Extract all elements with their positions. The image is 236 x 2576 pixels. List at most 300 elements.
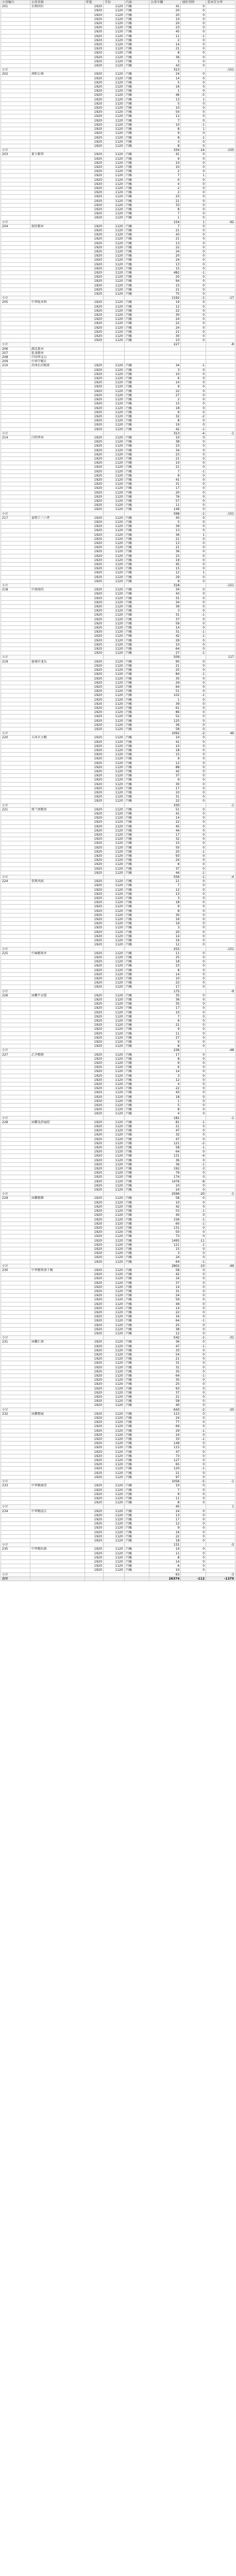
table-cell[interactable]: 董卡精事: [30, 152, 85, 157]
table-cell[interactable]: [206, 630, 235, 634]
table-cell[interactable]: 1920: [85, 1141, 104, 1145]
table-cell[interactable]: 13: [149, 541, 181, 546]
table-cell[interactable]: 0: [181, 1213, 206, 1217]
table-cell[interactable]: 1120: [104, 1065, 125, 1070]
grand-total-cell[interactable]: [124, 1577, 149, 1581]
table-cell[interactable]: [206, 1420, 235, 1425]
table-cell[interactable]: 1920: [85, 790, 104, 794]
table-cell[interactable]: 8: [149, 419, 181, 423]
table-cell[interactable]: [206, 659, 235, 664]
table-cell[interactable]: 汽橘: [124, 114, 149, 118]
subtotal-cell[interactable]: [104, 1264, 125, 1268]
subtotal-cell[interactable]: [124, 655, 149, 659]
table-cell[interactable]: 13: [149, 262, 181, 266]
table-cell[interactable]: 1920: [85, 1154, 104, 1158]
table-cell[interactable]: 汽橘: [124, 571, 149, 575]
table-cell[interactable]: [30, 1551, 85, 1555]
table-cell[interactable]: [1, 964, 30, 968]
table-cell[interactable]: [30, 930, 85, 934]
subtotal-cell[interactable]: 46: [206, 732, 235, 736]
table-cell[interactable]: [1, 423, 30, 427]
table-cell[interactable]: [206, 600, 235, 604]
table-cell[interactable]: 12: [149, 114, 181, 118]
table-cell[interactable]: 1120: [104, 448, 125, 452]
table-cell[interactable]: -1: [181, 1437, 206, 1442]
subtotal-cell[interactable]: [124, 512, 149, 516]
table-cell[interactable]: 汽橘: [124, 55, 149, 59]
table-cell[interactable]: [30, 1031, 85, 1036]
table-cell[interactable]: 1920: [85, 170, 104, 174]
subtotal-cell[interactable]: [30, 431, 85, 435]
table-cell[interactable]: 1: [149, 698, 181, 702]
table-cell[interactable]: 1120: [104, 736, 125, 740]
table-cell[interactable]: 1120: [104, 617, 125, 621]
table-cell[interactable]: [1, 212, 30, 216]
table-cell[interactable]: 1120: [104, 993, 125, 997]
table-cell[interactable]: [206, 888, 235, 892]
table-cell[interactable]: 0: [181, 101, 206, 106]
table-cell[interactable]: 36: [149, 1158, 181, 1162]
table-cell[interactable]: 1920: [85, 786, 104, 790]
table-cell[interactable]: 21: [149, 664, 181, 668]
table-cell[interactable]: 1920: [85, 304, 104, 309]
table-cell[interactable]: 1920: [85, 1006, 104, 1010]
table-cell[interactable]: 1920: [85, 922, 104, 926]
table-cell[interactable]: 汽橘: [124, 398, 149, 402]
table-cell[interactable]: 屏霸汇南: [30, 1340, 85, 1344]
table-cell[interactable]: [30, 681, 85, 685]
table-cell[interactable]: [1, 1437, 30, 1442]
table-cell[interactable]: [30, 1391, 85, 1395]
table-cell[interactable]: 1920: [85, 1357, 104, 1361]
table-cell[interactable]: 汽橘: [124, 1496, 149, 1500]
table-cell[interactable]: 汽橘: [124, 833, 149, 837]
table-cell[interactable]: 1120: [104, 960, 125, 964]
table-cell[interactable]: [206, 1006, 235, 1010]
subtotal-cell[interactable]: [104, 947, 125, 951]
subtotal-cell[interactable]: -151: [206, 68, 235, 72]
table-cell[interactable]: 0: [181, 520, 206, 524]
table-cell[interactable]: 1920: [85, 262, 104, 266]
table-cell[interactable]: 0: [181, 216, 206, 220]
table-cell[interactable]: 0: [181, 862, 206, 867]
table-cell[interactable]: 1120: [104, 727, 125, 731]
table-cell[interactable]: 0: [181, 144, 206, 148]
table-cell[interactable]: 1920: [85, 490, 104, 495]
table-cell[interactable]: [30, 47, 85, 51]
table-cell[interactable]: 16: [149, 1277, 181, 1281]
table-cell[interactable]: 汽橘: [124, 34, 149, 38]
table-cell[interactable]: [206, 140, 235, 144]
table-cell[interactable]: [206, 1095, 235, 1099]
table-cell[interactable]: 35: [149, 993, 181, 997]
table-cell[interactable]: 0: [181, 858, 206, 862]
table-cell[interactable]: [30, 1492, 85, 1496]
table-cell[interactable]: [206, 1053, 235, 1057]
table-cell[interactable]: 汽橘: [124, 9, 149, 13]
table-cell[interactable]: 0: [181, 473, 206, 478]
table-cell[interactable]: 汽橘: [124, 541, 149, 546]
table-cell[interactable]: 1920: [85, 1492, 104, 1496]
table-cell[interactable]: 中麻精果乡: [30, 951, 85, 955]
table-cell[interactable]: [206, 955, 235, 959]
table-cell[interactable]: [30, 706, 85, 710]
table-cell[interactable]: 1: [181, 533, 206, 537]
table-cell[interactable]: 42: [149, 634, 181, 638]
table-cell[interactable]: [206, 287, 235, 292]
table-cell[interactable]: 3: [149, 1074, 181, 1078]
table-cell[interactable]: [1, 1298, 30, 1302]
table-cell[interactable]: 1920: [85, 1183, 104, 1188]
table-cell[interactable]: [206, 664, 235, 668]
table-cell[interactable]: -1: [181, 672, 206, 676]
table-cell[interactable]: [30, 114, 85, 118]
table-cell[interactable]: 汽橘: [124, 1517, 149, 1521]
table-cell[interactable]: 0: [181, 304, 206, 309]
table-cell[interactable]: 9: [149, 385, 181, 389]
table-cell[interactable]: 1920: [85, 740, 104, 744]
table-cell[interactable]: 1120: [104, 490, 125, 495]
table-cell[interactable]: [1, 571, 30, 575]
table-cell[interactable]: [30, 1230, 85, 1234]
table-cell[interactable]: 0: [181, 110, 206, 114]
table-cell[interactable]: 14: [149, 1070, 181, 1074]
table-cell[interactable]: 54: [149, 1353, 181, 1357]
table-cell[interactable]: 24: [149, 326, 181, 330]
table-cell[interactable]: 0: [181, 30, 206, 34]
table-cell[interactable]: 汽橘: [124, 1065, 149, 1070]
table-cell[interactable]: 64: [149, 647, 181, 651]
table-cell[interactable]: 汽橘: [124, 1256, 149, 1260]
subtotal-cell[interactable]: [85, 1480, 104, 1484]
table-cell[interactable]: 1920: [85, 55, 104, 59]
table-cell[interactable]: [206, 909, 235, 913]
table-cell[interactable]: 12: [149, 1331, 181, 1335]
table-cell[interactable]: 149: [149, 1442, 181, 1446]
subtotal-cell[interactable]: 556: [149, 875, 181, 879]
table-cell[interactable]: 0: [181, 930, 206, 934]
table-cell[interactable]: 1920: [85, 858, 104, 862]
table-cell[interactable]: 汽橘: [124, 127, 149, 131]
table-cell[interactable]: 35: [149, 1369, 181, 1374]
table-cell[interactable]: 0: [181, 1230, 206, 1234]
table-cell[interactable]: 汽橘: [124, 596, 149, 600]
table-cell[interactable]: 0: [181, 1082, 206, 1087]
table-cell[interactable]: [206, 824, 235, 828]
table-cell[interactable]: [206, 402, 235, 406]
table-cell[interactable]: 汽橘: [124, 1361, 149, 1365]
table-cell[interactable]: [1, 1560, 30, 1564]
table-cell[interactable]: [1, 706, 30, 710]
table-cell[interactable]: [30, 537, 85, 541]
table-cell[interactable]: 汽橘: [124, 934, 149, 938]
table-cell[interactable]: [149, 351, 181, 355]
subtotal-cell[interactable]: 45: [149, 1505, 181, 1509]
table-cell[interactable]: [1, 313, 30, 317]
table-cell[interactable]: 44: [149, 828, 181, 833]
table-cell[interactable]: 21: [149, 537, 181, 541]
subtotal-cell[interactable]: -48: [206, 1048, 235, 1053]
table-cell[interactable]: [30, 926, 85, 930]
table-cell[interactable]: 汽橘: [124, 1171, 149, 1175]
table-cell[interactable]: [206, 693, 235, 698]
table-cell[interactable]: [206, 440, 235, 444]
table-cell[interactable]: 1920: [85, 1412, 104, 1416]
table-cell[interactable]: [206, 423, 235, 427]
table-cell[interactable]: 36: [149, 997, 181, 1002]
table-cell[interactable]: 1920: [85, 1057, 104, 1061]
table-cell[interactable]: [30, 668, 85, 672]
table-cell[interactable]: 1920: [85, 279, 104, 283]
table-cell[interactable]: 1120: [104, 1137, 125, 1141]
subtotal-cell[interactable]: [85, 803, 104, 807]
table-cell[interactable]: 227: [1, 1053, 30, 1057]
subtotal-cell[interactable]: [85, 1543, 104, 1547]
table-cell[interactable]: 1120: [104, 901, 125, 905]
table-cell[interactable]: 0: [181, 1496, 206, 1500]
table-cell[interactable]: [1, 905, 30, 909]
table-cell[interactable]: 1920: [85, 245, 104, 249]
table-cell[interactable]: 0: [181, 89, 206, 93]
table-cell[interactable]: [1, 1027, 30, 1031]
table-cell[interactable]: 汽橘: [124, 997, 149, 1002]
table-cell[interactable]: -1: [181, 630, 206, 634]
table-cell[interactable]: 1920: [85, 985, 104, 989]
table-cell[interactable]: 115: [149, 1446, 181, 1450]
table-cell[interactable]: 1920: [85, 698, 104, 702]
table-cell[interactable]: 1920: [85, 410, 104, 414]
table-cell[interactable]: 1120: [104, 1391, 125, 1395]
table-cell[interactable]: 1920: [85, 178, 104, 182]
table-cell[interactable]: 43: [149, 592, 181, 596]
table-cell[interactable]: 汽橘: [124, 245, 149, 249]
table-cell[interactable]: 76: [149, 495, 181, 499]
table-cell[interactable]: [30, 507, 85, 512]
table-cell[interactable]: 1920: [85, 76, 104, 80]
table-cell[interactable]: 1120: [104, 1188, 125, 1192]
table-cell[interactable]: 0: [181, 816, 206, 820]
table-cell[interactable]: 1920: [85, 1175, 104, 1179]
table-cell[interactable]: 1920: [85, 774, 104, 778]
table-cell[interactable]: 9: [149, 778, 181, 782]
table-cell[interactable]: 汽橘: [124, 1082, 149, 1087]
table-cell[interactable]: 1920: [85, 423, 104, 427]
table-cell[interactable]: 1920: [85, 127, 104, 131]
table-cell[interactable]: 1920: [85, 550, 104, 554]
table-cell[interactable]: 1120: [104, 1302, 125, 1306]
subtotal-cell[interactable]: [124, 1336, 149, 1340]
table-cell[interactable]: 1920: [85, 1010, 104, 1014]
table-cell[interactable]: 1120: [104, 841, 125, 845]
table-cell[interactable]: [30, 89, 85, 93]
table-cell[interactable]: 0: [181, 1395, 206, 1399]
table-cell[interactable]: 1920: [85, 17, 104, 21]
table-cell[interactable]: 1920: [85, 59, 104, 63]
table-cell[interactable]: 22: [149, 389, 181, 393]
table-cell[interactable]: 汽橘: [124, 1281, 149, 1285]
table-cell[interactable]: 汽橘: [124, 1386, 149, 1391]
table-cell[interactable]: 20: [149, 490, 181, 495]
table-cell[interactable]: 24: [149, 1188, 181, 1192]
table-cell[interactable]: 汽橘: [124, 393, 149, 397]
table-cell[interactable]: [30, 1137, 85, 1141]
table-cell[interactable]: [206, 1239, 235, 1243]
table-cell[interactable]: 0: [181, 495, 206, 499]
table-cell[interactable]: [1, 64, 30, 68]
table-cell[interactable]: 24: [149, 1416, 181, 1420]
table-cell[interactable]: -11: [181, 1239, 206, 1243]
table-cell[interactable]: 204: [1, 224, 30, 228]
table-cell[interactable]: [30, 630, 85, 634]
table-cell[interactable]: 156: [149, 1217, 181, 1222]
table-cell[interactable]: 汽橘: [124, 1251, 149, 1256]
table-cell[interactable]: 常熟风病: [30, 879, 85, 884]
table-cell[interactable]: 1120: [104, 300, 125, 304]
table-cell[interactable]: 1920: [85, 228, 104, 232]
table-cell[interactable]: 15: [149, 567, 181, 571]
table-cell[interactable]: [206, 672, 235, 676]
table-cell[interactable]: [1, 241, 30, 245]
table-cell[interactable]: 64: [149, 1260, 181, 1264]
table-cell[interactable]: 0: [181, 799, 206, 803]
table-cell[interactable]: 9: [149, 1019, 181, 1023]
table-cell[interactable]: [1, 469, 30, 473]
table-cell[interactable]: [30, 1188, 85, 1192]
table-cell[interactable]: 0: [181, 51, 206, 55]
subtotal-cell[interactable]: [104, 655, 125, 659]
table-cell[interactable]: [1, 30, 30, 34]
table-cell[interactable]: [30, 1475, 85, 1479]
table-cell[interactable]: 1920: [85, 456, 104, 461]
table-cell[interactable]: 0: [181, 275, 206, 279]
table-cell[interactable]: 汽橘: [124, 38, 149, 42]
table-cell[interactable]: 1120: [104, 930, 125, 934]
subtotal-cell[interactable]: [85, 296, 104, 300]
table-cell[interactable]: 41: [149, 740, 181, 744]
table-cell[interactable]: 15: [149, 841, 181, 845]
table-cell[interactable]: 230: [1, 1268, 30, 1272]
subtotal-cell[interactable]: 1: [181, 220, 206, 224]
table-cell[interactable]: 1920: [85, 101, 104, 106]
table-cell[interactable]: -1: [181, 634, 206, 638]
table-cell[interactable]: [1, 642, 30, 647]
table-cell[interactable]: [206, 80, 235, 84]
table-cell[interactable]: [30, 1403, 85, 1408]
table-cell[interactable]: 8: [149, 1555, 181, 1560]
table-cell[interactable]: 1920: [85, 34, 104, 38]
table-cell[interactable]: 1920: [85, 723, 104, 727]
table-cell[interactable]: 汽橘: [124, 681, 149, 685]
table-cell[interactable]: 0: [181, 1104, 206, 1108]
table-cell[interactable]: 18: [149, 901, 181, 905]
table-cell[interactable]: 1120: [104, 419, 125, 423]
table-cell[interactable]: 1920: [85, 1129, 104, 1133]
table-cell[interactable]: 汽橘: [124, 1120, 149, 1124]
table-cell[interactable]: [30, 101, 85, 106]
table-cell[interactable]: 汽橘: [124, 715, 149, 719]
table-cell[interactable]: 14: [149, 934, 181, 938]
table-cell[interactable]: 1920: [85, 1568, 104, 1572]
subtotal-cell[interactable]: -9: [206, 989, 235, 993]
table-cell[interactable]: 汽橘: [124, 80, 149, 84]
table-cell[interactable]: 汽橘: [124, 249, 149, 253]
table-cell[interactable]: 1120: [104, 723, 125, 727]
table-cell[interactable]: [30, 51, 85, 55]
table-cell[interactable]: [30, 571, 85, 575]
table-cell[interactable]: [206, 879, 235, 884]
table-cell[interactable]: 1920: [85, 1467, 104, 1471]
table-cell[interactable]: [1, 647, 30, 651]
table-cell[interactable]: [1, 478, 30, 482]
table-cell[interactable]: [206, 1120, 235, 1124]
table-cell[interactable]: 51: [149, 807, 181, 811]
table-cell[interactable]: 汽橘: [124, 461, 149, 465]
table-cell[interactable]: [1, 330, 30, 334]
table-cell[interactable]: 1120: [104, 170, 125, 174]
table-cell[interactable]: 1920: [85, 642, 104, 647]
table-cell[interactable]: [30, 740, 85, 744]
table-cell[interactable]: 1120: [104, 157, 125, 161]
table-cell[interactable]: 1920: [85, 1040, 104, 1044]
table-cell[interactable]: 0: [181, 884, 206, 888]
table-cell[interactable]: 1120: [104, 1175, 125, 1179]
subtotal-cell[interactable]: [124, 1480, 149, 1484]
table-cell[interactable]: [206, 1112, 235, 1116]
table-cell[interactable]: [30, 135, 85, 140]
table-cell[interactable]: 205: [1, 300, 30, 304]
table-cell[interactable]: 0: [181, 1010, 206, 1014]
table-cell[interactable]: 13: [149, 97, 181, 101]
table-cell[interactable]: 59: [149, 1298, 181, 1302]
table-cell[interactable]: 14: [149, 816, 181, 820]
table-cell[interactable]: [30, 1357, 85, 1361]
table-cell[interactable]: [206, 609, 235, 613]
table-cell[interactable]: [206, 702, 235, 706]
table-cell[interactable]: 228: [1, 1120, 30, 1124]
table-cell[interactable]: 0: [181, 1416, 206, 1420]
table-cell[interactable]: 泰和工三六件: [30, 516, 85, 520]
table-cell[interactable]: 汽橘: [124, 676, 149, 681]
table-cell[interactable]: 1120: [104, 93, 125, 97]
table-cell[interactable]: 0: [181, 249, 206, 253]
table-cell[interactable]: 1120: [104, 398, 125, 402]
table-cell[interactable]: 13: [149, 529, 181, 533]
table-cell[interactable]: [206, 1023, 235, 1027]
table-cell[interactable]: 65: [149, 1463, 181, 1467]
table-cell[interactable]: 1120: [104, 452, 125, 456]
table-cell[interactable]: [1, 884, 30, 888]
table-cell[interactable]: 1920: [85, 1344, 104, 1348]
subtotal-cell[interactable]: 小计: [1, 1543, 30, 1547]
table-cell[interactable]: 1120: [104, 26, 125, 30]
table-cell[interactable]: 1920: [85, 1395, 104, 1399]
table-cell[interactable]: [30, 841, 85, 845]
table-cell[interactable]: 0: [181, 867, 206, 871]
table-cell[interactable]: 1920: [85, 203, 104, 207]
table-cell[interactable]: 1920: [85, 964, 104, 968]
table-cell[interactable]: 汽橘: [124, 820, 149, 824]
table-cell[interactable]: [30, 144, 85, 148]
table-cell[interactable]: 1920: [85, 131, 104, 135]
table-cell[interactable]: 0: [181, 372, 206, 376]
table-cell[interactable]: 汽橘: [124, 630, 149, 634]
table-cell[interactable]: 1120: [104, 896, 125, 901]
table-cell[interactable]: 1120: [104, 1501, 125, 1505]
table-cell[interactable]: [30, 757, 85, 761]
subtotal-cell[interactable]: 小计: [1, 220, 30, 224]
table-cell[interactable]: 汽橘: [124, 414, 149, 418]
table-cell[interactable]: 汽橘: [124, 1450, 149, 1454]
